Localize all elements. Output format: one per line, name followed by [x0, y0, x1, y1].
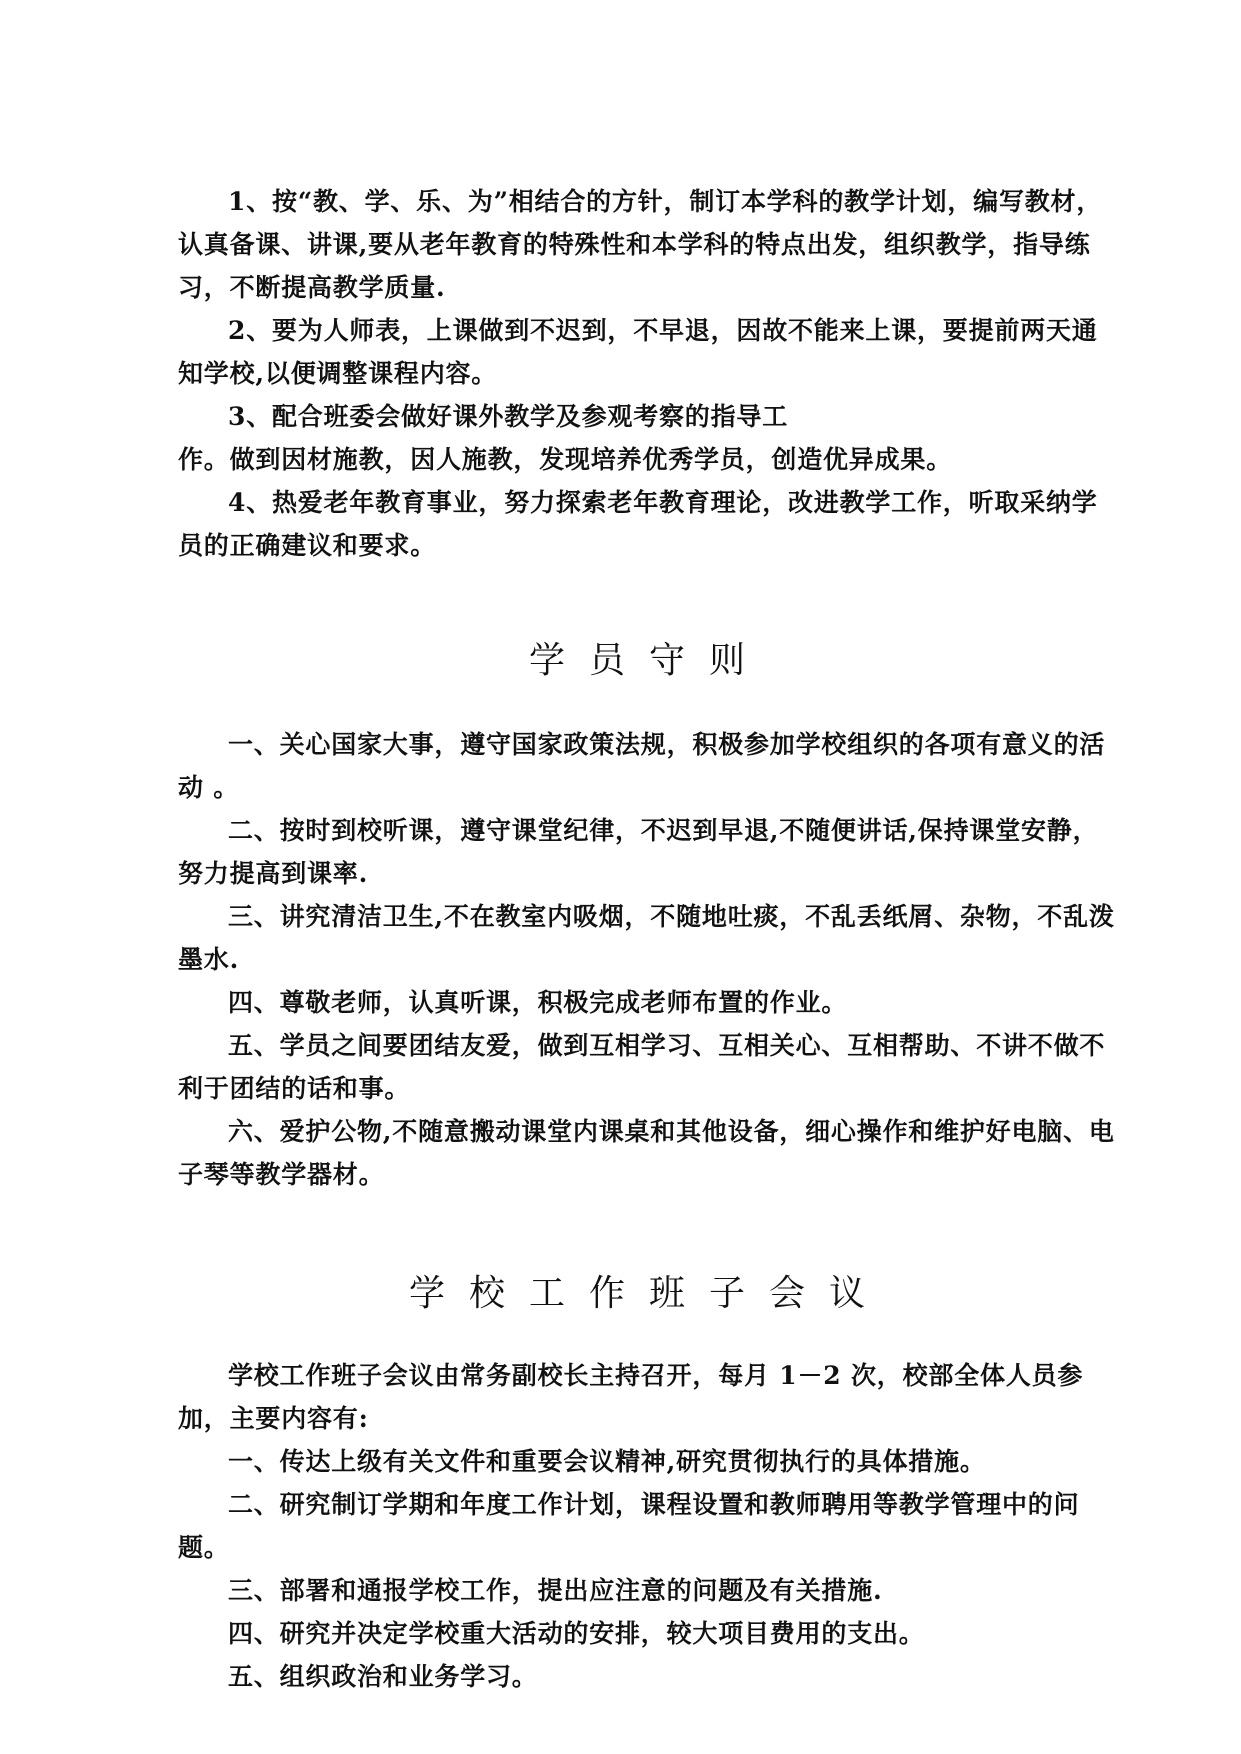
student-rule-1: 一、关心国家大事，遵守国家政策法规，积极参加学校组织的各项有意义的活动 。 — [178, 730, 1106, 802]
teacher-rules-section — [178, 180, 1120, 567]
meeting-item-1: 一、传达上级有关文件和重要会议精神,研究贯彻执行的具体措施。 — [228, 1447, 986, 1476]
student-rules-title: 学员守则 — [528, 640, 769, 681]
meeting-intro: 学校工作班子会议由常务副校长主持召开，每月 1－2 次，校部全体人员参加，主要内容有: — [178, 1361, 1084, 1433]
title-spacer — [178, 1318, 1120, 1354]
student-rule-2: 二、按时到校听课，遵守课堂纪律，不迟到早退,不随便讲话,保持课堂安静，努力提高到课率. — [178, 816, 1099, 888]
teacher-rule-3-continued: 作。做到因材施教，因人施教，发现培养优秀学员，创造优异成果。 — [178, 445, 953, 474]
teacher-rule-4: 4、热爱老年教育事业，努力探索老年教育理论，改进教学工作，听取采纳学员的正确建议和要求。 — [178, 488, 1098, 560]
document-content — [178, 180, 1120, 1698]
meeting-item-4: 四、研究并决定学校重大活动的安排，较大项目费用的支出。 — [228, 1619, 925, 1648]
meeting-item-2: 二、研究制订学期和年度工作计划，课程设置和教师聘用等教学管理中的问题。 — [178, 1490, 1080, 1562]
meeting-rules-section — [178, 1270, 1120, 1698]
student-rule-3: 三、讲究清洁卫生,不在教室内吸烟，不随地吐痰，不乱丢纸屑、杂物，不乱泼墨水. — [178, 902, 1115, 974]
teacher-rule-3: 3、配合班委会做好课外教学及参观考察的指导工 — [228, 402, 788, 431]
section-spacer — [178, 1196, 1120, 1270]
student-rule-5: 五、学员之间要团结友爱，做到互相学习、互相关心、互相帮助、不讲不做不利于团结的话和事。 — [178, 1031, 1106, 1103]
meeting-item-3: 三、部署和通报学校工作，提出应注意的问题及有关措施. — [228, 1576, 883, 1605]
section-spacer — [178, 567, 1120, 637]
meeting-item-5: 五、组织政治和业务学习。 — [228, 1662, 538, 1691]
teacher-rule-2: 2、要为人师表，上课做到不迟到，不早退，因故不能来上课，要提前两天通知学校,以便调整课程内容。 — [178, 316, 1098, 388]
teacher-rule-1: 1、按“教、学、乐、为”相结合的方针，制订本学科的教学计划，编写教材，认真备课、讲课,要从老年教育的特殊性和本学科的特点出发，组织教学，指导练习，不断提高教学质量. — [178, 187, 1103, 302]
student-rule-6: 六、爱护公物,不随意搬动课堂内课桌和其他设备，细心操作和维护好电脑、电子琴等教学器材。 — [178, 1117, 1115, 1189]
student-rules-section — [178, 637, 1120, 1196]
title-spacer — [178, 685, 1120, 723]
meeting-rules-title: 学校工作班子会议 — [408, 1273, 889, 1314]
student-rule-4: 四、尊敬老师，认真听课，积极完成老师布置的作业。 — [228, 988, 848, 1017]
